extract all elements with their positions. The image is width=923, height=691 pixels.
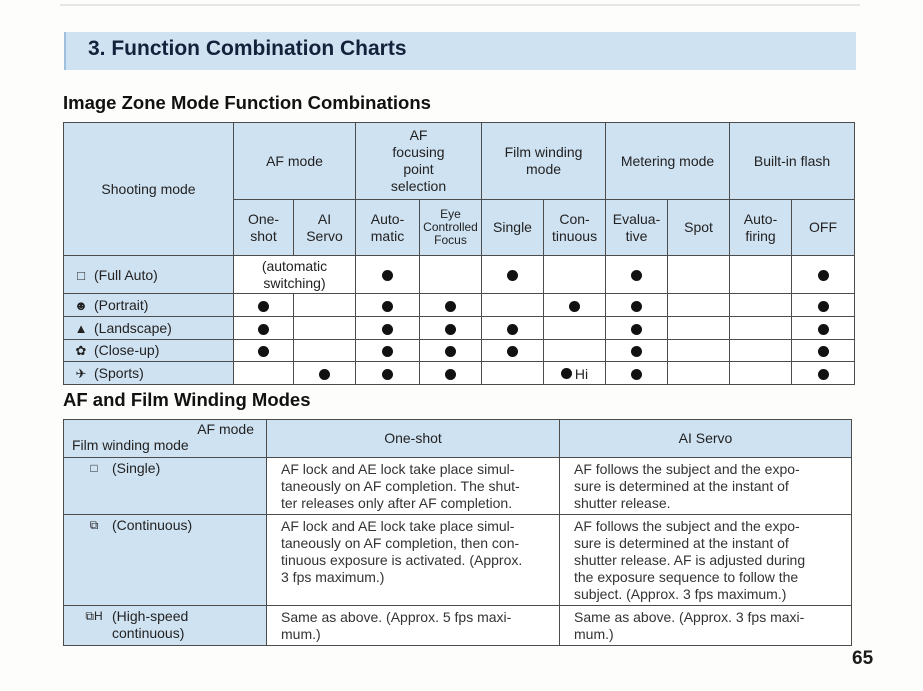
mark-cell-ai-servo [294,317,356,340]
header-corner [64,420,267,458]
mark-cell-single [482,317,544,340]
film-rows [64,458,852,646]
mark-dot [631,324,642,335]
mark-cell-one-shot [234,340,294,362]
mark-cell-single [482,256,544,294]
header-af-point-line-1: AF [409,127,428,143]
mark-dot [258,301,269,312]
subheader-auto-firing [730,200,792,256]
film-mode-name-line-2: continuous) [112,625,185,641]
subheader-off [792,200,855,256]
mark-cell-off [792,294,855,317]
mark-cell-auto-firing [730,362,792,385]
mark-dot [382,301,393,312]
corner-film-winding-label: Film winding mode [72,437,189,453]
header-metering-label: Metering mode [620,152,715,169]
mark-cell-spot [668,294,730,317]
mark-cell-evaluative [606,256,668,294]
mark-dot [818,346,829,357]
mode-name: (Full Auto) [94,266,158,283]
mark-cell-continuous [544,317,606,340]
subheader-evaluative-line-1: Evalua- [612,210,661,227]
subheader-auto-firing-line-1: Auto- [743,210,778,227]
description-line: subject. (Approx. 3 fps maximum.) [574,586,787,602]
mark-dot [818,369,829,380]
mark-cell-eye-controlled [420,256,482,294]
subheader-eye-line-3: Focus [434,233,467,247]
description-line: AF follows the subject and the expo- [574,461,800,477]
subheader-one-shot-line-1: One- [247,210,280,227]
header-metering-mode [606,123,730,200]
mark-cell-continuous [544,362,606,385]
mark-cell-one-shot [234,362,294,385]
mode-label-cell [64,256,234,294]
description-line: shutter release. AF is adjusted during [574,552,806,568]
description-line: AF lock and AE lock take place simul- [281,518,515,534]
continuous-icon: ⧉ [89,518,99,532]
film-mode-name-line-1: (Continuous) [112,517,193,533]
mark-cell-spot [668,317,730,340]
subheader-ai-servo [294,200,356,256]
mark-dot [631,301,642,312]
portrait-icon: ☻ [74,298,88,313]
subheader-ai-servo-line-1: AI [317,210,332,227]
mark-cell-single [482,362,544,385]
header-af-mode-label: AF mode [266,152,323,169]
mark-dot [382,369,393,380]
af-film-heading: AF and Film Winding Modes [63,389,311,410]
mark-dot [631,369,642,380]
description-line: shutter release. [574,495,671,511]
subheader-spot [668,200,730,256]
page-top-edge [60,4,860,6]
mark-dot [445,369,456,380]
mode-label-cell [64,317,234,340]
film-mode-name [112,608,188,642]
header-built-in-flash [730,123,855,200]
mark-cell-eye-controlled [420,317,482,340]
one-shot-description [267,515,560,606]
corner-af-mode-label: AF mode [197,421,254,437]
description-line: taneously on AF completion. The shut- [281,478,520,494]
mark-cell-continuous [544,294,606,317]
mark-cell-ai-servo [294,294,356,317]
mark-cell-off [792,362,855,385]
header-shooting-mode-label: Shooting mode [101,180,196,197]
single-frame-icon: □ [90,461,98,475]
subheader-auto-firing-line-2: firing [745,227,776,244]
mode-label-cell [64,340,234,362]
page-number: 65 [852,648,874,669]
mode-row [64,317,855,340]
ai-servo-description [560,515,852,606]
mark-dot [631,346,642,357]
subheader-continuous-line-2: tinuous [551,227,598,244]
mark-dot [631,270,642,281]
subheader-eye-line-2: Controlled [423,220,478,234]
mark-cell-eye-controlled [420,362,482,385]
mark-cell-automatic [356,294,420,317]
full-auto-icon: □ [77,267,85,283]
section-title: 3. Function Combination Charts [88,37,407,60]
film-mode-label-cell [64,606,267,646]
mode-label-cell [64,294,234,317]
subheader-automatic-line-2: matic [370,227,405,244]
subheader-one-shot-line-2: shot [250,227,277,244]
high-speed-continuous-icon: ⧉H [85,609,103,623]
subheader-automatic-line-1: Auto- [370,210,405,227]
automatic-switching-line-2: switching) [263,274,326,291]
mark-cell-off [792,256,855,294]
mark-dot [258,346,269,357]
film-mode-row [64,458,852,515]
mode-name: (Landscape) [94,320,172,336]
mark-dot [382,270,393,281]
subheader-eye-line-1: Eye [440,207,461,221]
mark-cell-auto-firing [730,317,792,340]
subheader-continuous [544,200,606,256]
mode-rows [64,256,855,385]
mode-name: (Portrait) [94,297,149,313]
film-mode-name [112,460,160,477]
description-line: the exposure sequence to follow the [574,569,799,585]
mark-dot [818,324,829,335]
header-film-line-1: Film winding [504,144,583,160]
mark-cell-evaluative [606,294,668,317]
landscape-icon: ▲ [74,321,88,336]
film-mode-name-line-1: (High-speed [112,608,189,624]
mark-cell-automatic [356,256,420,294]
header-af-point-line-3: point [403,161,434,177]
header-af-point-line-2: focusing [392,144,445,160]
film-mode-row [64,606,852,646]
mark-cell-off [792,317,855,340]
mark-cell-automatic [356,317,420,340]
image-zone-table [63,122,855,385]
automatic-switching-cell [234,256,356,294]
mark-cell-auto-firing [730,340,792,362]
subheader-one-shot [234,200,294,256]
subheader-evaluative-line-2: tive [625,227,648,244]
mark-dot [507,324,518,335]
mark-dot [507,270,518,281]
ai-servo-description [560,458,852,515]
mark-dot [818,301,829,312]
description-line: AF follows the subject and the expo- [574,518,800,534]
header-af-point-line-4: selection [390,178,447,194]
mark-cell-off [792,340,855,362]
mark-cell-automatic [356,340,420,362]
mark-dot [445,346,456,357]
mark-cell-evaluative [606,362,668,385]
mark-cell-ai-servo [294,340,356,362]
mark-cell-eye-controlled [420,340,482,362]
header-ai-servo-label: AI Servo [678,430,733,446]
mark-cell-continuous [544,340,606,362]
description-line: mum.) [574,626,614,642]
subheader-single [482,200,544,256]
description-line: sure is determined at the instant of [574,535,789,551]
description-line: ter releases only after AF completion. [281,495,513,511]
sports-icon: ✈ [75,365,87,381]
mark-cell-auto-firing [730,294,792,317]
mark-dot [319,369,330,380]
close-up-icon: ✿ [75,343,87,358]
automatic-switching-line-1: (automatic [261,257,328,274]
mark-cell-auto-firing [730,256,792,294]
film-mode-name [112,517,192,534]
header-flash-label: Built-in flash [753,152,831,169]
ai-servo-description [560,606,852,646]
mark-dot [382,346,393,357]
image-zone-heading: Image Zone Mode Function Combinations [63,92,431,113]
mode-label-cell [64,362,234,385]
mark-cell-single [482,340,544,362]
header-ai-servo [560,420,852,458]
mark-cell-one-shot [234,317,294,340]
mark-dot [382,324,393,335]
mode-row [64,362,855,385]
one-shot-description [267,458,560,515]
description-line: Same as above. (Approx. 5 fps maxi- [281,609,512,625]
mark-dot [258,324,269,335]
description-line: 3 fps maximum.) [281,569,385,585]
film-mode-label-cell [64,515,267,606]
mark-cell-evaluative [606,340,668,362]
mark-dot [561,368,572,379]
mark-cell-automatic [356,362,420,385]
header-shooting-mode [64,123,234,256]
subheader-eye-controlled-focus [420,200,482,256]
mark-cell-eye-controlled [420,294,482,317]
mark-dot [569,301,580,312]
header-film-winding [482,123,606,200]
subheader-continuous-line-1: Con- [559,210,590,227]
header-af-mode [234,123,356,200]
film-mode-row [64,515,852,606]
film-mode-label-cell [64,458,267,515]
subheader-ai-servo-line-2: Servo [306,227,343,244]
mark-cell-evaluative [606,317,668,340]
mark-dot [445,324,456,335]
mark-cell-spot [668,256,730,294]
subheader-spot-label: Spot [684,219,713,235]
hi-label: Hi [574,365,589,382]
subheader-single-label: Single [493,219,532,235]
one-shot-description [267,606,560,646]
mark-dot [507,346,518,357]
mode-row [64,294,855,317]
description-line: taneously on AF completion, then con- [281,535,520,551]
mark-cell-spot [668,340,730,362]
mode-row [64,256,855,294]
description-line: mum.) [281,626,321,642]
section-banner [64,32,856,70]
mark-dot [818,270,829,281]
mark-cell-ai-servo [294,362,356,385]
mode-row [64,340,855,362]
mode-name: (Close-up) [94,342,160,358]
description-line: sure is determined at the instant of [574,478,789,494]
mark-cell-one-shot [234,294,294,317]
header-af-point-selection [356,123,482,200]
af-film-table [63,419,852,646]
subheader-evaluative [606,200,668,256]
description-line: Same as above. (Approx. 3 fps maxi- [574,609,805,625]
mode-name: (Sports) [94,364,144,381]
subheader-off-label: OFF [809,219,838,235]
header-one-shot-label: One-shot [384,430,442,446]
header-film-line-2: mode [526,161,562,177]
subheader-automatic [356,200,420,256]
mark-cell-continuous [544,256,606,294]
header-one-shot [267,420,560,458]
mark-cell-single [482,294,544,317]
film-mode-name-line-1: (Single) [112,460,161,476]
mark-cell-spot [668,362,730,385]
mark-dot [445,301,456,312]
description-line: tinuous exposure is activated. (Approx. [281,552,523,568]
description-line: AF lock and AE lock take place simul- [281,461,515,477]
